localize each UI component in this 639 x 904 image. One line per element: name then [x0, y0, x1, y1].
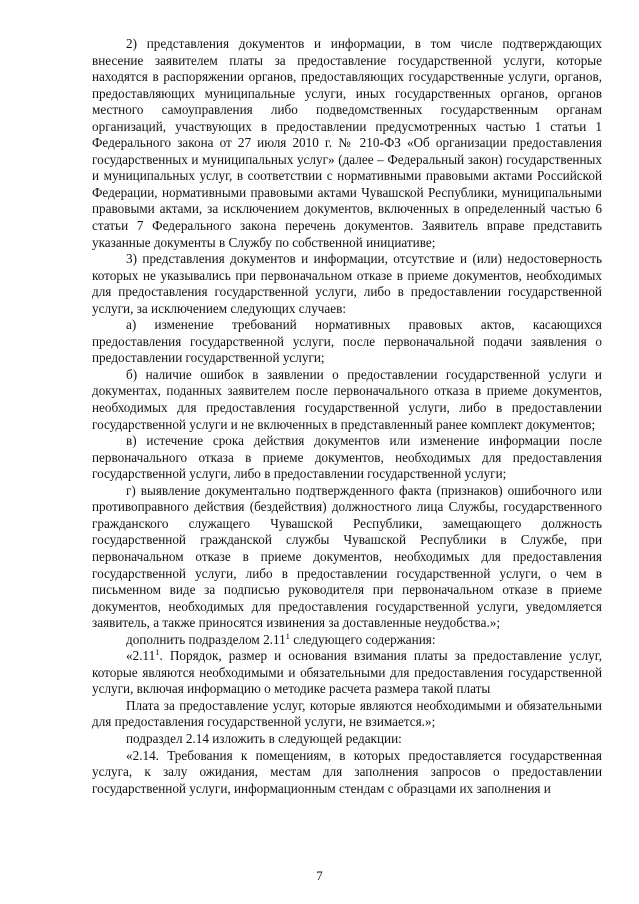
subsection-211-number: «2.11	[126, 648, 156, 664]
paragraph-subitem-a: а) изменение требований нормативных правовых актов, касающихся предоставления государственной услуги, после первоначальной подачи заявления о предоставлении государственной услуги;	[92, 317, 602, 366]
paragraph-214-intro: подраздел 2.14 изложить в следующей редакции:	[126, 730, 402, 746]
paragraph-add-subsection	[92, 632, 602, 649]
paragraph-item-3: 3) представления документов и информации, отсутствие и (или) недостоверность которых не указывались при первоначальном отказе в приеме документов, необходимых для предоставления государственной услуги, либо в предоставлении государственной услуги, за исключением следующих случаев:	[92, 251, 602, 316]
paragraph-subitem-b: б) наличие ошибок в заявлении о предоставлении государственной услуги и документах, поданных заявителем после первоначального отказа в приеме документов, необходимых для предоставления государственной услуги, либо в предоставлении государственной услуги и не включенных в представленный ранее комплект документов;	[92, 366, 602, 432]
document-page	[92, 36, 602, 797]
subsection-211-superscript: 1	[155, 647, 160, 658]
paragraph-subitem-v: в) истечение срока действия документов или изменение информации после первоначального отказа в приеме документов, необходимых для предоставления государственной услуги, либо в предоставлении государственной услуги;	[92, 433, 602, 482]
paragraph-fee: Плата за предоставление услуг, которые являются необходимыми и обязательными для предоставления государственной услуги, не взимается.»;	[92, 697, 602, 730]
page-number: 7	[316, 868, 323, 883]
paragraph-subitem-g: г) выявление документально подтвержденного факта (признаков) ошибочного или противоправного действия (бездействия) должностного лица Службы, государственного гражданского служащего Чувашской Республики, замещающего должность государственной гражданской службы Чувашской Республики в Службе, при первоначальном отказе в приеме документов, необходимых для предоставления государственной услуги, либо в предоставлении государственной услуги, о чем в письменном виде за подписью руководителя при первоначальном отказе в приеме документов, необходимых для предоставления государственной услуги, уведомляется заявитель, а также приносятся извинения за доставленные неудобства.»;	[92, 482, 602, 631]
add-subsection-text: дополнить подразделом 2.11	[126, 631, 286, 647]
subsection-211-title: . Порядок, размер и основания взимания платы за предоставление услуг, которые являются необходимыми и обязательными для предоставления государственной услуги, включая информацию о методике расчета размера такой платы	[92, 648, 602, 697]
add-subsection-superscript: 1	[285, 630, 290, 641]
add-subsection-text-end: следующего содержания:	[289, 631, 436, 647]
paragraph-item-2: 2) представления документов и информации, в том числе подтверждающих внесение заявителем платы за предоставление государственной услуги, которые находятся в распоряжении органов, предоставляющих государственные услуги, органов, предоставляющих муниципальные услуги, иных государственных органов, органов местного самоуправления либо подведомственных государственным органам организаций, участвующих в предоставлении предусмотренных частью 1 статьи 1 Федерального закона от 27 июля 2010 г. № 210-ФЗ «Об организации предоставления государственных и муниципальных услуг» (далее – Федеральный закон) государственных и муниципальных услуг, в соответствии с нормативными правовыми актами Российской Федерации, нормативными правовыми актами Чувашской Республики, муниципальными правовыми актами, за исключением документов, включенных в определенный частью 6 статьи 7 Федерального закона перечень документов. Заявитель вправе представить указанные документы в Службу по собственной инициативе;	[92, 36, 602, 250]
paragraph-subsection-211	[92, 648, 602, 698]
paragraph-214-text: «2.14. Требования к помещениям, в которых предоставляется государственная услуга, к залу ожидания, местам для заполнения запросов о предоставлении государственной услуги, информационным стендам с образцами их заполнения и	[92, 747, 602, 796]
